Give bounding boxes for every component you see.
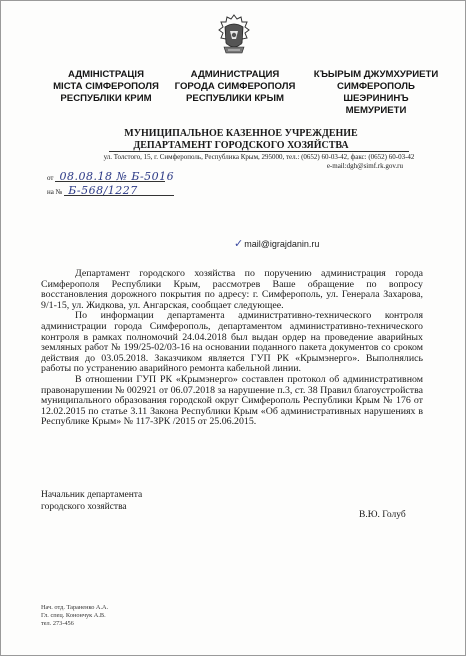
header-ukrainian	[41, 69, 171, 105]
letter-body	[41, 269, 423, 428]
header-crh-line: СИМФЕРОПОЛЬ	[337, 81, 415, 92]
header-ru-line: ГОРОДА СИМФЕРОПОЛЯ	[174, 81, 296, 92]
executor-line: Нач. отд. Тараненко А.А.	[41, 604, 109, 611]
registration-to	[47, 185, 174, 196]
body-paragraph: В отношении ГУП РК «Крымэнерго» составлен протокол об административном правонарушении № 002921 от 06.07.2018 за нарушение п.3, ст. 38 Правил благоустройства муниципального образования городской округ Симферополь Республики Крым № 176 от 12.02.2015 по статье 3.11 Закона Республики Крым «Об административных нарушениях в Республике Крым» № 117-ЗРК /2015 от 25.06.2015.	[41, 373, 423, 428]
header-crh-line: КЪЫРЫМ ДЖУМХУРИЕТИ	[313, 69, 439, 80]
body-paragraph: Департамент городского хозяйства по поручению администрация города Симферополя Республики Крым, рассмотрев Ваше обращение по вопросу восстановления дорожного покрытия по адресу: г. Симферополь, ул. Генерала Захарова, 9/1-15, ул. Жидкова, ул. Ангарская, сообщает следующее.	[41, 268, 423, 311]
crimea-coat-of-arms-icon	[215, 13, 253, 57]
org-line: МУНИЦИПАЛЬНОЕ КАЗЕННОЕ УЧРЕЖДЕНИЕ	[124, 128, 358, 139]
body-paragraph: По информации департамента административно-технического контроля администрации города Симферополь, департаментом административно-технического контроля в рамках полномочий 24.04.2018 был выдан ордер на проведение аварийных земляных работ № 199/25-02/03-16 на основании поданного пакета документов со сроком действия до 03.05.2018. Заказчиком является ГУП РК «Крымэнерго». Выполнялись работы по устранению аварийного ремонта кабельной линии.	[41, 310, 423, 375]
check-mark-icon: ✓	[234, 238, 244, 250]
header-ua-line: МІСТА СІМФЕРОПОЛЯ	[53, 81, 159, 92]
org-address: ул. Толстого, 15, г. Симферополь, Республика Крым, 295000, тел.: (0652) 60-03-42, факс: (0652) 60-03-42	[103, 153, 415, 161]
executor-line: тел. 273-456	[41, 620, 74, 627]
header-crh-line: ШЕЭРИНИНЪ	[343, 93, 409, 104]
from-label: от	[47, 174, 54, 182]
signatory-title	[41, 489, 142, 513]
signatory-title-line: городского хозяйства	[41, 502, 127, 512]
to-handwritten: Б-568/1227	[68, 184, 138, 197]
signatory-name: В.Ю. Голуб	[359, 510, 406, 520]
header-crimean-tatar	[301, 69, 451, 117]
header-russian	[169, 69, 301, 105]
executors-block	[41, 604, 108, 628]
signatory-title-line: Начальник департамента	[41, 490, 143, 500]
header-crh-line: МЕМУРИЕТИ	[345, 105, 407, 116]
org-line: ДЕПАРТАМЕНТ ГОРОДСКОГО ХОЗЯЙСТВА	[133, 140, 349, 151]
executor-line: Гл. спец. Конончук А.В.	[41, 612, 106, 619]
header-divider	[109, 151, 409, 152]
addressee-email	[234, 237, 319, 250]
org-email: e-mail:dgh@simf.rk.gov.ru	[326, 162, 403, 170]
from-handwritten: 08.08.18 № Б-5016	[59, 170, 175, 183]
header-ua-line: АДМІНІСТРАЦІЯ	[68, 69, 144, 80]
header-ru-line: АДМИНИСТРАЦИЯ	[190, 69, 280, 80]
addressee-email-text: mail@igrajdanin.ru	[244, 239, 320, 249]
header-ua-line: РЕСПУБЛІКИ КРИМ	[60, 93, 152, 104]
to-label: на №	[47, 188, 63, 196]
registration-from	[47, 170, 175, 183]
organization-name	[81, 128, 401, 152]
header-ru-line: РЕСПУБЛИКИ КРЫМ	[186, 93, 284, 104]
